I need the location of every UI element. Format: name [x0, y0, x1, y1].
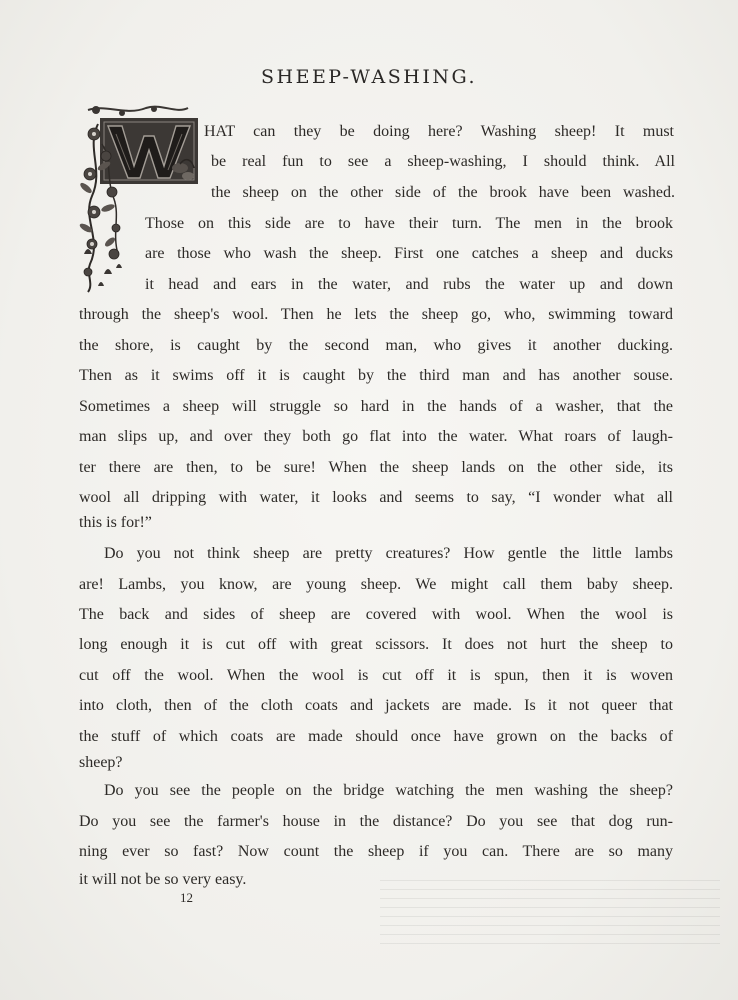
- bleed-through-texture: [380, 880, 720, 950]
- text-line: it head and ears in the water, and rubs the water up and down: [145, 276, 673, 293]
- text-line: cut off the wool. When the wool is cut off it is spun, then it is woven: [79, 667, 673, 684]
- text-line: this is for!”: [79, 514, 152, 531]
- text-line: sheep?: [79, 754, 123, 771]
- text-line: The back and sides of sheep are covered with wool. When the wool is: [79, 606, 673, 623]
- text-line: Then as it swims off it is caught by the third man and has another souse.: [79, 367, 673, 384]
- text-line: ning ever so fast? Now count the sheep if you can. There are so many: [79, 843, 673, 860]
- text-line: Sometimes a sheep will struggle so hard in the hands of a washer, that the: [79, 398, 673, 415]
- text-line: man slips up, and over they both go flat into the water. What roars of laugh-: [79, 428, 673, 445]
- page-number: 12: [180, 890, 193, 905]
- text-line: Those on this side are to have their turn. The men in the brook: [145, 215, 673, 232]
- text-line: be real fun to see a sheep-washing, I should think. All: [211, 153, 675, 170]
- text-line: are! Lambs, you know, are young sheep. We might call them baby sheep.: [79, 576, 673, 593]
- text-line: are those who wash the sheep. First one catches a sheep and ducks: [145, 245, 673, 262]
- text-line: the shore, is caught by the second man, who gives it another ducking.: [79, 337, 673, 354]
- text-line: wool all dripping with water, it looks and seems to say, “I wonder what all: [79, 489, 673, 506]
- text-line: Do you not think sheep are pretty creatures? How gentle the little lambs: [104, 545, 673, 562]
- text-line: it will not be so very easy.: [79, 871, 247, 888]
- text-line: long enough it is cut off with great scissors. It does not hurt the sheep to: [79, 636, 673, 653]
- text-line: ter there are then, to be sure! When the sheep lands on the other side, its: [79, 459, 673, 476]
- text-line: Do you see the people on the bridge watching the men washing the sheep?: [104, 782, 673, 799]
- text-line: the stuff of which coats are made should once have grown on the backs of: [79, 728, 673, 745]
- text-line: through the sheep's wool. Then he lets the sheep go, who, swimming toward: [79, 306, 673, 323]
- text-line: into cloth, then of the cloth coats and jackets are made. Is it not queer that: [79, 697, 673, 714]
- text-line: HAT can they be doing here? Washing sheep! It must: [204, 123, 674, 140]
- page-title: SHEEP-WASHING.: [260, 66, 477, 88]
- text-line: Do you see the farmer's house in the distance? Do you see that dog run-: [79, 813, 673, 830]
- text-line: the sheep on the other side of the brook have been washed.: [211, 184, 675, 201]
